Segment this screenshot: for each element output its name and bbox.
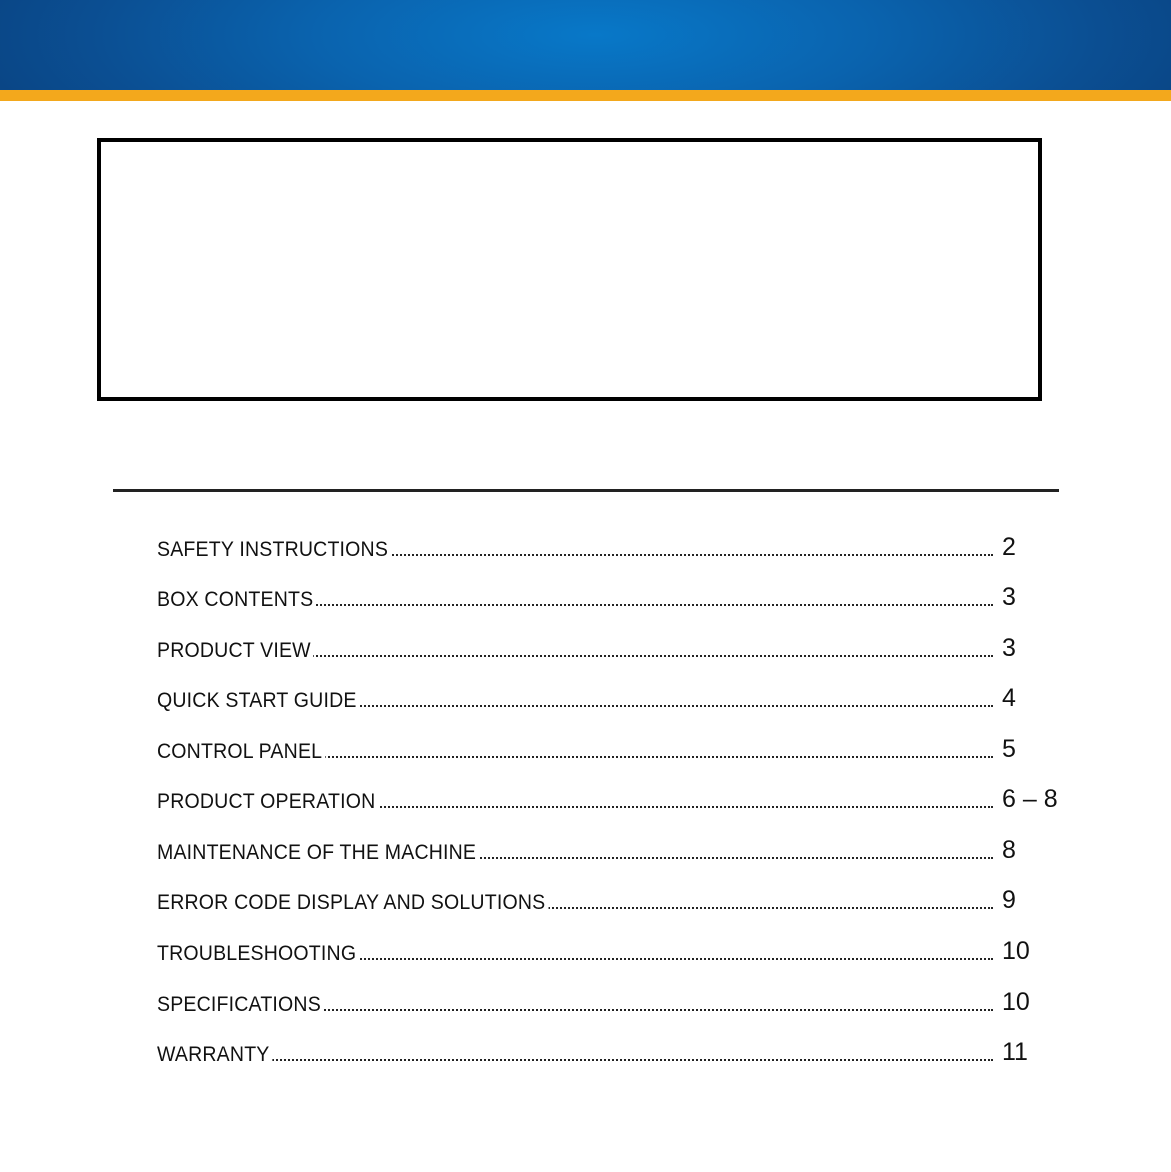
toc-entry-product-view[interactable] bbox=[157, 633, 1067, 665]
toc-entry-page: 10 bbox=[1002, 988, 1030, 1016]
toc-entry-page: 10 bbox=[1002, 937, 1030, 965]
toc-entry-page: 4 bbox=[1002, 684, 1016, 712]
toc-entry-title: PRODUCT OPERATION bbox=[157, 790, 378, 814]
toc-entry-title: ERROR CODE DISPLAY AND SOLUTIONS bbox=[157, 891, 548, 915]
header-accent-stripe bbox=[0, 90, 1171, 101]
toc-entry-page: 2 bbox=[1002, 533, 1016, 561]
toc-entry-title: TROUBLESHOOTING bbox=[157, 942, 359, 966]
toc-entry-page: 3 bbox=[1002, 583, 1016, 611]
toc-entry-title: SAFETY INSTRUCTIONS bbox=[157, 538, 391, 562]
section-divider bbox=[113, 489, 1059, 492]
toc-entry-box-contents[interactable] bbox=[157, 582, 1067, 614]
toc-entry-title: SPECIFICATIONS bbox=[157, 993, 324, 1017]
toc-entry-safety-instructions[interactable] bbox=[157, 532, 1067, 564]
toc-entry-troubleshooting[interactable] bbox=[157, 936, 1067, 968]
toc-entry-warranty[interactable] bbox=[157, 1037, 1067, 1069]
toc-entry-title: MAINTENANCE OF THE MACHINE bbox=[157, 841, 479, 865]
toc-entry-page: 9 bbox=[1002, 886, 1016, 914]
toc-entry-error-codes[interactable] bbox=[157, 885, 1067, 917]
toc-entry-page: 8 bbox=[1002, 836, 1016, 864]
toc-entry-title: BOX CONTENTS bbox=[157, 588, 316, 612]
toc-entry-title: CONTROL PANEL bbox=[157, 740, 325, 764]
toc-entry-maintenance[interactable] bbox=[157, 835, 1067, 867]
toc-entry-page: 5 bbox=[1002, 735, 1016, 763]
toc-entry-page: 3 bbox=[1002, 634, 1016, 662]
toc-entry-page: 6 – 8 bbox=[1002, 785, 1058, 813]
toc-entry-title: WARRANTY bbox=[157, 1043, 272, 1067]
toc-leader-dots bbox=[157, 1059, 993, 1061]
toc-entry-page: 11 bbox=[1002, 1038, 1028, 1066]
toc-entry-title: QUICK START GUIDE bbox=[157, 689, 359, 713]
toc-entry-specifications[interactable] bbox=[157, 987, 1067, 1019]
toc-entry-control-panel[interactable] bbox=[157, 734, 1067, 766]
toc-entry-quick-start-guide[interactable] bbox=[157, 683, 1067, 715]
toc-entry-product-operation[interactable] bbox=[157, 784, 1067, 816]
toc-entry-title: PRODUCT VIEW bbox=[157, 639, 314, 663]
header-band bbox=[0, 0, 1171, 90]
title-box bbox=[97, 138, 1042, 401]
